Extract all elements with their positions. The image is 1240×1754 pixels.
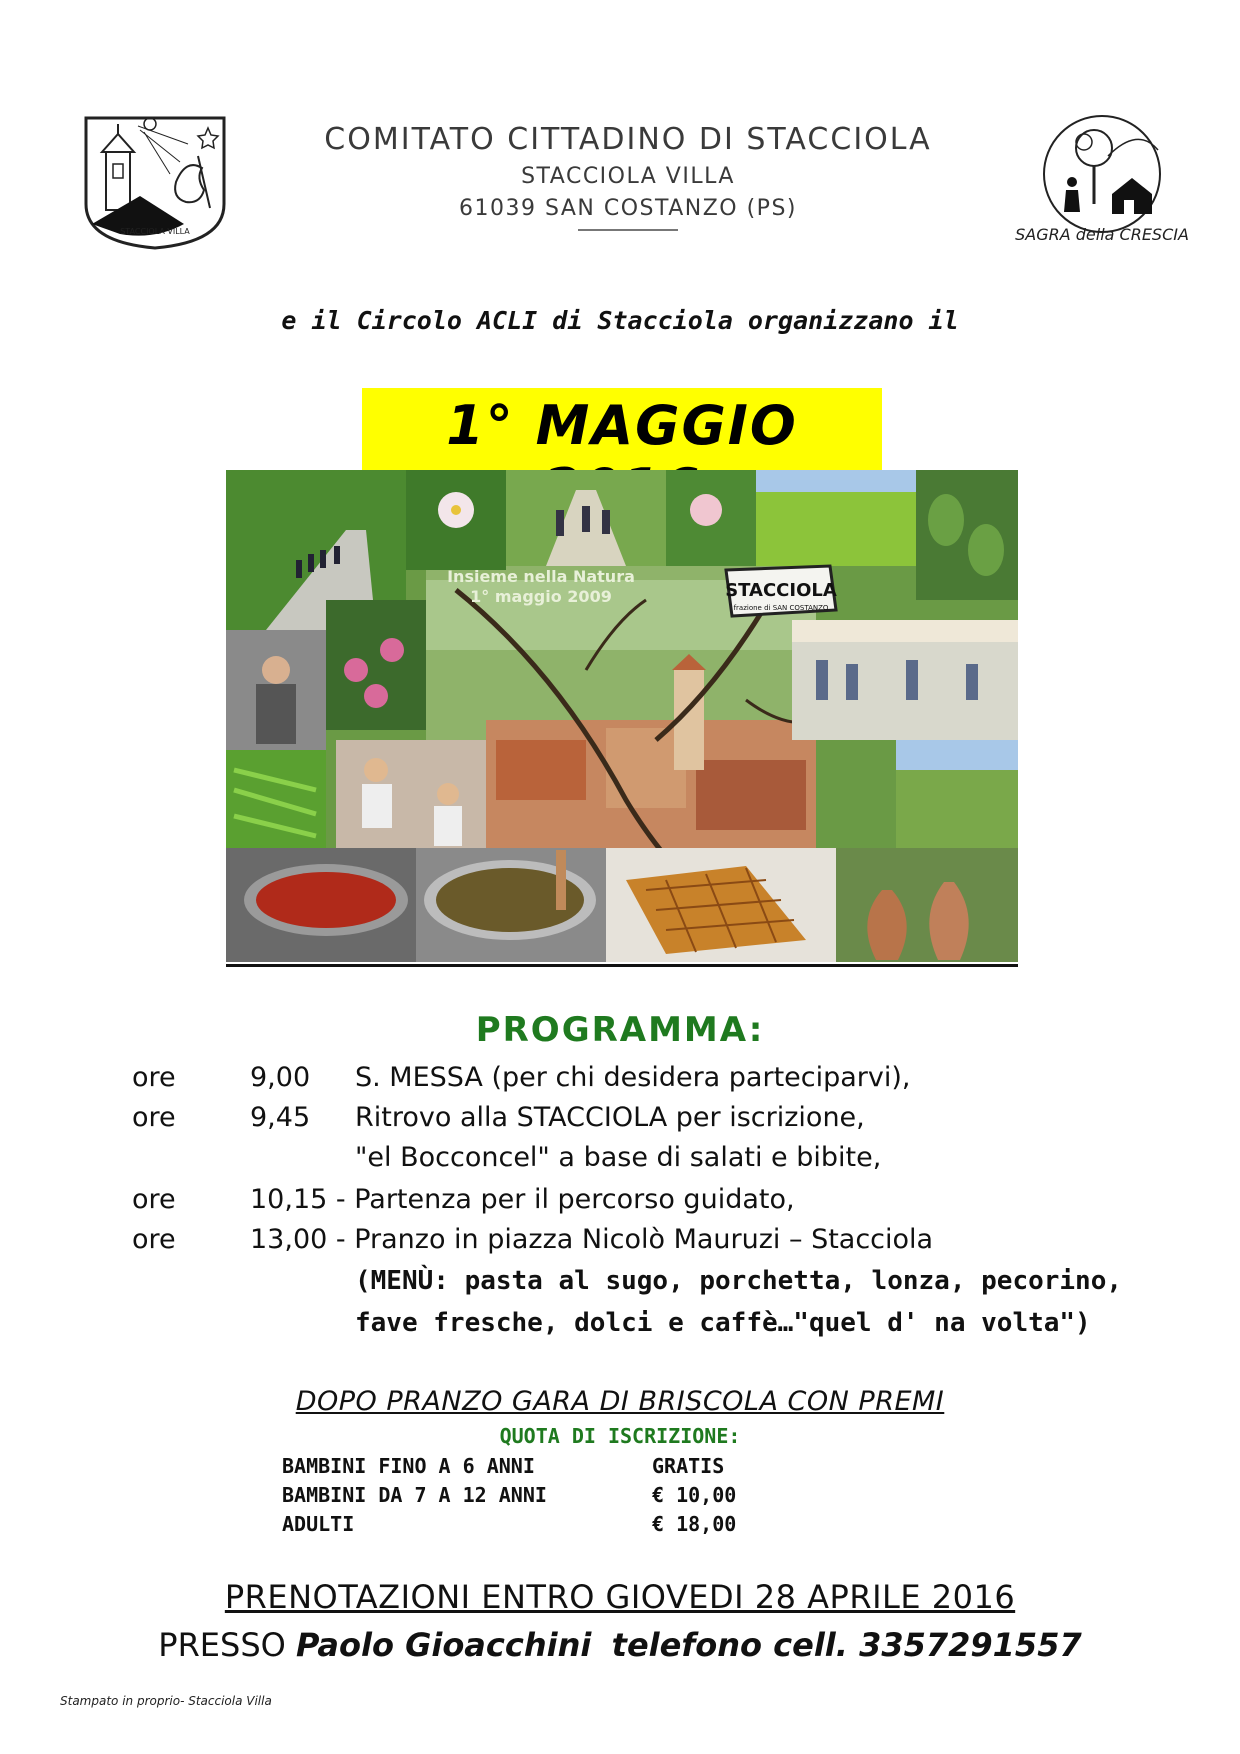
organizers-line: e il Circolo ACLI di Stacciola organizzano il: [281, 306, 959, 335]
collage-bottom-rule: [226, 964, 1018, 967]
program-text: 13,00 - Pranzo in piazza Nicolò Mauruzi – Stacciola: [250, 1224, 934, 1255]
fee-price: € 10,00: [652, 1483, 737, 1507]
comitato-crest-logo: [80, 112, 230, 252]
fee-price: GRATIS: [652, 1454, 725, 1478]
booking-deadline: PRENOTAZIONI ENTRO GIOVEDI 28 APRILE 2016: [224, 1578, 1016, 1616]
stacciola-road-sign: [725, 566, 837, 616]
program-prefix: ore: [132, 1062, 176, 1093]
presso-label: PRESSO: [158, 1626, 286, 1664]
sign-text: STACCIOLA: [725, 580, 837, 601]
briscola-title: DOPO PRANZO GARA DI BRISCOLA CON PREMI: [295, 1386, 945, 1417]
committee-subtitle: STACCIOLA VILLA: [521, 164, 735, 189]
menu-line-2: fave fresche, dolci e caffè…"quel d' na volta"): [355, 1308, 1091, 1338]
program-time: 9,00: [250, 1062, 311, 1093]
programma-title: PROGRAMMA:: [475, 1010, 765, 1050]
program-text: Ritrovo alla STACCIOLA per iscrizione,: [355, 1102, 865, 1133]
fee-label: BAMBINI FINO A 6 ANNI: [282, 1454, 535, 1478]
photo-collage: [226, 470, 1018, 962]
program-prefix: ore: [132, 1102, 176, 1133]
program-text: "el Bocconcel" a base di salati e bibite,: [355, 1142, 882, 1173]
crest-label: STACCIOLA VILLA: [120, 227, 190, 236]
program-time: 9,45: [250, 1102, 311, 1133]
contact-name: Paolo Gioacchini: [296, 1626, 592, 1664]
fee-label: BAMBINI DA 7 A 12 ANNI: [282, 1483, 547, 1507]
quota-title: QUOTA DI ISCRIZIONE:: [499, 1424, 741, 1448]
menu-line-1: (MENÙ: pasta al sugo, porchetta, lonza, pecorino,: [355, 1266, 1123, 1296]
sagra-logo-text: SAGRA della CRESCIA: [1015, 225, 1189, 244]
booking-contact-line: [0, 1626, 1240, 1664]
printed-by-footer: Stampato in proprio- Stacciola Villa: [60, 1694, 272, 1708]
fee-label: ADULTI: [282, 1512, 355, 1536]
kitchen-photo: [336, 740, 486, 860]
sign-subtext: frazione di SAN COSTANZO: [733, 604, 829, 612]
program-text: S. MESSA (per chi desidera parteciparvi),: [355, 1062, 911, 1093]
green-beans-photo: [226, 750, 326, 860]
program-prefix: ore: [132, 1224, 176, 1255]
collage-caption-line1: Insieme nella Natura: [447, 567, 635, 586]
fee-price: € 18,00: [652, 1512, 737, 1536]
committee-title: COMITATO CITTADINO DI STACCIOLA: [324, 122, 932, 157]
clay-jugs-photo: [836, 848, 1018, 962]
collage-caption-line2: 1° maggio 2009: [470, 587, 612, 606]
sagra-crescia-logo: [1015, 108, 1189, 258]
program-text: 10,15 - Partenza per il percorso guidato,: [250, 1184, 795, 1215]
pink-flowers-photo: [326, 600, 426, 730]
contact-phone: telefono cell. 3357291557: [611, 1626, 1082, 1664]
committee-address: 61039 SAN COSTANZO (PS): [458, 196, 797, 221]
header-divider: [578, 229, 678, 231]
event-date: 1° MAGGIO: [446, 394, 798, 457]
program-prefix: ore: [132, 1184, 176, 1215]
